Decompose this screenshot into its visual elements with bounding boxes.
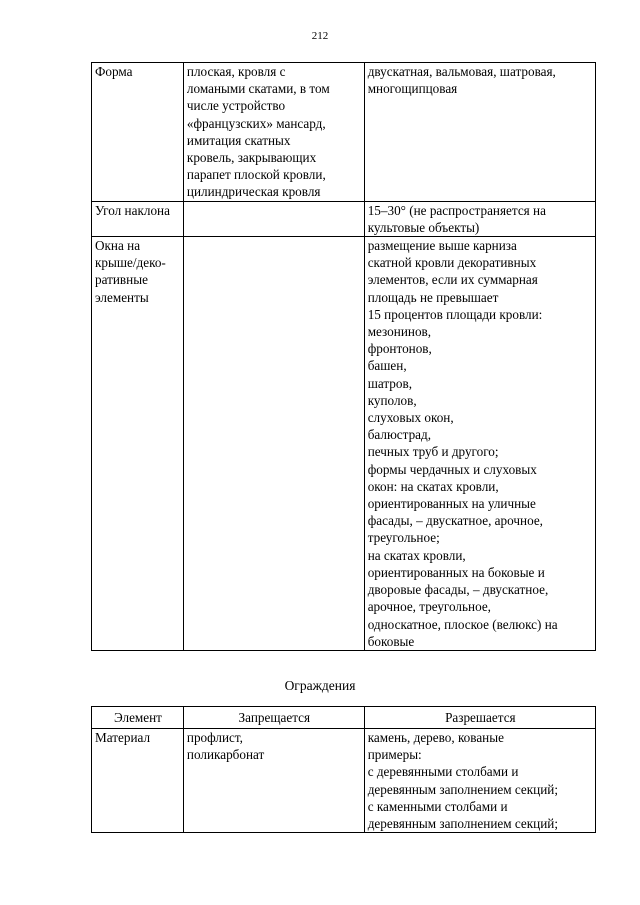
table-row xyxy=(92,63,596,202)
cell-text-line: примеры: xyxy=(367,747,422,763)
allowed-cell xyxy=(364,237,595,651)
cell-text-line: профлист, xyxy=(186,730,243,745)
cell-text-line: окон: на скатах кровли, xyxy=(367,478,499,494)
cell-text-line: фасады, – двускатное, арочное, xyxy=(367,513,543,529)
cell-text-line: башен, xyxy=(367,358,407,374)
allowed-cell xyxy=(364,63,595,202)
cell-text-line: ориентированных на уличные xyxy=(367,496,536,512)
cell-text-line: культовые объекты) xyxy=(367,219,480,235)
cell-text-line: многощипцовая xyxy=(367,81,458,97)
roof-requirements-table xyxy=(91,62,596,651)
cell-text-line: имитация скатных xyxy=(186,132,291,148)
table-header-row xyxy=(92,707,596,729)
cell-text-line: на скатах кровли, xyxy=(367,547,466,563)
cell-text-line: площадь не превышает xyxy=(367,289,499,305)
cell-text-line: элементы xyxy=(95,289,149,305)
cell-text-line: с деревянными столбами и xyxy=(367,764,519,780)
cell-text-line: фронтонов, xyxy=(367,341,432,357)
cell-text-line: арочное, треугольное, xyxy=(367,599,491,615)
cell-text-line: цилиндрическая кровля xyxy=(186,184,321,200)
cell-text-line: слуховых окон, xyxy=(367,410,454,426)
prohibited-cell xyxy=(183,201,364,236)
cell-text-line: дворовые фасады, – двускатное, xyxy=(367,582,549,598)
cell-text-line: «французских» мансард, xyxy=(186,115,326,131)
cell-text-line: размещение выше карниза xyxy=(367,238,517,254)
cell-text-line: 15 процентов площади кровли: xyxy=(367,306,543,322)
cell-text-line: мезонинов, xyxy=(367,324,432,340)
column-header-element: Элемент xyxy=(92,707,184,729)
table-row xyxy=(92,729,596,833)
element-cell xyxy=(92,237,184,651)
cell-text-line: формы чердачных и слуховых xyxy=(367,461,537,477)
cell-text-line: односкатное, плоское (велюкс) на xyxy=(367,616,558,632)
element-cell: Материал xyxy=(92,729,184,833)
cell-text-line: камень, дерево, кованые xyxy=(367,730,504,745)
cell-text-line: Окна на xyxy=(95,238,141,254)
cell-text-line: 15–30° (не распространяется на xyxy=(367,202,546,218)
cell-text-line: боковые xyxy=(367,633,415,649)
cell-text-line: ориентированных на боковые и xyxy=(367,564,545,580)
cell-text-line: двускатная, вальмовая, шатровая, xyxy=(367,64,556,79)
column-header-allowed: Разрешается xyxy=(364,707,595,729)
cell-text-line: куполов, xyxy=(367,392,417,408)
prohibited-cell xyxy=(183,63,364,202)
cell-text-line: плоская, кровля с xyxy=(186,64,286,79)
cell-text-line: парапет плоской кровли, xyxy=(186,167,326,183)
cell-text-line: скатной кровли декоративных xyxy=(367,255,537,271)
allowed-cell xyxy=(364,729,595,833)
fence-requirements-table xyxy=(91,706,596,833)
cell-text-line: треугольное; xyxy=(367,530,440,546)
cell-text-line: элементов, если их суммарная xyxy=(367,272,538,288)
allowed-cell xyxy=(364,201,595,236)
page-number: 212 xyxy=(311,30,329,42)
section-title: Ограждения xyxy=(284,678,356,693)
cell-text-line: печных труб и другого; xyxy=(367,444,499,460)
cell-text-line: ломаными скатами, в том xyxy=(186,81,330,97)
cell-text-line: поликарбонат xyxy=(186,747,265,763)
column-header-prohibited: Запрещается xyxy=(183,707,364,729)
cell-text-line: ративные xyxy=(95,272,148,288)
prohibited-cell xyxy=(183,729,364,833)
prohibited-cell xyxy=(183,237,364,651)
element-cell: Угол наклона xyxy=(92,201,184,236)
cell-text-line: крыше/деко- xyxy=(95,255,166,271)
cell-text-line: шатров, xyxy=(367,375,412,391)
cell-text-line: балюстрад, xyxy=(367,427,432,443)
cell-text-line: деревянным заполнением секций; xyxy=(367,781,559,797)
cell-text-line: деревянным заполнением секций; xyxy=(367,816,559,832)
table-row xyxy=(92,201,596,236)
table-row xyxy=(92,237,596,651)
cell-text-line: кровель, закрывающих xyxy=(186,150,317,166)
element-cell: Форма xyxy=(92,63,184,202)
cell-text-line: с каменными столбами и xyxy=(367,798,508,814)
cell-text-line: числе устройство xyxy=(186,98,286,114)
